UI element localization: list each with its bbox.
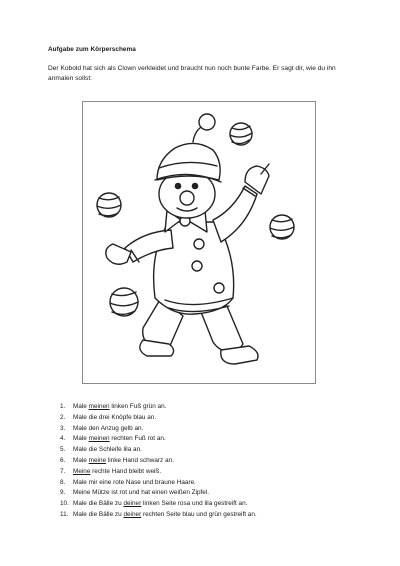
task-text [73, 478, 196, 489]
task-text-end: rechte Hand bleibt weiß. [90, 467, 162, 475]
task-item [60, 467, 257, 478]
task-text [73, 424, 143, 435]
task-text-start: Male die Bälle zu [73, 510, 124, 518]
task-text-start: Male die Bälle zu [73, 500, 124, 508]
task-text [73, 413, 156, 424]
task-number: 11. [60, 510, 69, 518]
task-text [73, 402, 166, 413]
ball-right [270, 215, 294, 239]
task-text-end: rechten Fuß rot an. [109, 435, 166, 443]
clown-illustration [83, 102, 315, 383]
task-item [60, 445, 257, 456]
task-number: 10. [60, 500, 69, 508]
ball-bottom-left [110, 288, 138, 316]
task-text-start: Male [73, 435, 89, 443]
task-text [73, 510, 257, 521]
task-text-start: Male mir eine rote Nase und braune Haare. [73, 478, 196, 486]
ball-top-right [230, 123, 252, 145]
task-text-start: Male die drei Knöpfe blau an. [73, 413, 157, 421]
task-text-end: linken Fuß grün an. [109, 403, 167, 410]
task-item [60, 488, 257, 499]
task-text-start: Male den Anzug gelb an. [73, 424, 144, 432]
task-text [73, 467, 161, 478]
task-text-end: linke Hand schwarz an. [106, 456, 174, 464]
task-item [60, 456, 257, 467]
task-text [73, 445, 142, 456]
task-text-end: rechten Seite blau und grün gestreift an. [141, 510, 257, 518]
task-number: 3. [60, 424, 66, 432]
task-text-start: Male [73, 456, 89, 464]
task-text [73, 499, 247, 510]
illustration-frame [82, 101, 316, 384]
task-list [60, 402, 257, 521]
hat [155, 114, 221, 182]
task-text-start: Male die Schleife lila an. [73, 446, 142, 454]
task-text-start: Male [73, 403, 89, 410]
task-number: 4. [60, 435, 66, 443]
task-underlined-word: meinen [88, 435, 110, 443]
task-underlined-word: deiner [123, 500, 142, 508]
task-number: 7. [60, 467, 66, 475]
task-number: 8. [60, 478, 66, 486]
task-number: 6. [60, 456, 66, 464]
worksheet-title: Aufgabe zum Körperschema [48, 46, 136, 53]
task-number: 5. [60, 446, 66, 454]
ball-left [97, 193, 121, 217]
task-text [73, 488, 209, 499]
task-underlined-word: Meine [73, 467, 91, 475]
task-underlined-word: deiner [123, 510, 142, 518]
task-text [73, 434, 166, 445]
task-item [60, 424, 257, 435]
task-number: 9. [60, 489, 66, 497]
task-item [60, 402, 257, 413]
task-item [60, 413, 257, 424]
task-number: 1. [60, 403, 66, 410]
task-item [60, 434, 257, 445]
task-item [60, 499, 257, 510]
intro-text: Der Kobold hat sich als Clown verkleidet und braucht nun noch bunte Farbe. Er sagt dir, wie du ihn anmalen sollst: [48, 65, 336, 82]
task-text [73, 456, 174, 467]
task-text-start: Meine Mütze ist rot und hat einen weißen Zipfel. [73, 489, 210, 497]
task-item [60, 510, 257, 521]
task-item [60, 478, 257, 489]
task-underlined-word: meine [88, 456, 107, 464]
task-text-end: linken Seite rosa und lila gestreift an. [141, 500, 248, 508]
task-underlined-word: meinen [88, 403, 110, 410]
task-number: 2. [60, 413, 66, 421]
